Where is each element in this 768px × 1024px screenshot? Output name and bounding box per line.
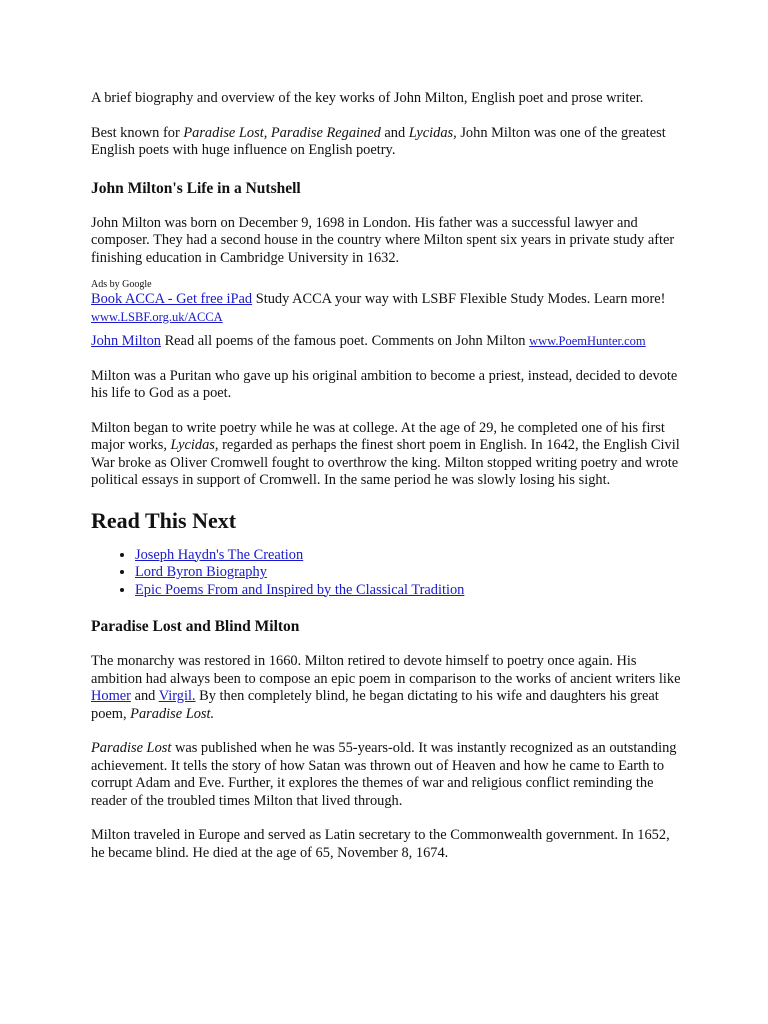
link-epic-poems[interactable]: Epic Poems From and Inspired by the Classical Tradition [135,581,465,598]
born-paragraph: John Milton was born on December 9, 1698 in London. His father was a successful lawyer and composer. They had a second house in the country where Milton spent six years in private study after finishing education in Cambridge University in 1632. [91,214,675,266]
poetry-paragraph: Milton began to write poetry while he was at college. At the age of 29, he completed one of his first major works, Lycidas, regarded as perhaps the finest short poem in English. In 1642, the English Civil War broke as Oliver Cromwell fought to overthrow the king. Milton stopped writing poetry and wrote political essays in support of Cromwell. In the same period he was slowly losing his sight. [91,419,680,488]
ad-john-milton-link[interactable]: John Milton [91,333,161,349]
heading-paradise-lost: Paradise Lost and Blind Milton [91,618,300,635]
list-item [135,564,681,582]
link-homer[interactable]: Homer [91,688,131,704]
ad-acca-link[interactable]: Book ACCA - Get free iPad [91,291,253,307]
intro-paragraph: A brief biography and overview of the key works of John Milton, English poet and prose writer. [91,90,644,106]
link-byron-biography[interactable]: Lord Byron Biography [135,564,267,580]
list-item [135,582,681,600]
published-paragraph: Paradise Lost was published when he was 55-years-old. It was instantly recognized as an outstanding achievement. It tells the story of how Satan was thrown out of Heaven and how he came to Earth to corrupt Adam and Eve. Further, it explores the themes of war and religious conflict reminding the reader of the troubled times Milton that lived through. [91,740,677,809]
traveled-paragraph: Milton traveled in Europe and served as Latin secretary to the Commonwealth government. In 1652, he became blind. He died at the age of 65, November 8, 1674. [91,827,670,861]
link-haydn-creation[interactable]: Joseph Haydn's The Creation [135,546,304,563]
best-known-paragraph: Best known for Paradise Lost, Paradise Regained and Lycidas, John Milton was one of the greatest English poets with huge influence on English poetry. [91,124,666,158]
ad-acca-url[interactable]: www.LSBF.org.uk/ACCA [91,309,223,324]
ad-acca: Book ACCA - Get free iPad Study ACCA your way with LSBF Flexible Study Modes. Learn more! www.LSBF.org.uk/ACCA [91,291,666,324]
ad-poemhunter: John Milton Read all poems of the famous poet. Comments on John Milton www.PoemHunter.com [91,333,646,349]
ads-label: Ads by Google [91,279,152,290]
ads-block [91,279,681,351]
ad-poemhunter-url[interactable]: www.PoemHunter.com [529,334,646,348]
list-item [135,547,681,565]
heading-read-next: Read This Next [91,507,237,533]
link-virgil[interactable]: Virgil. [158,688,196,704]
monarchy-paragraph: The monarchy was restored in 1660. Milton retired to devote himself to poetry once again. His ambition had always been to compose an epic poem in comparison to the works of ancient writers like Homer and Virgil. By then completely blind, he began dictating to his wife and daughters his great poem, Paradise Lost. [91,653,681,722]
puritan-paragraph: Milton was a Puritan who gave up his original ambition to become a priest, instead, decided to devote his life to God as a poet. [91,367,678,401]
article-body [91,90,681,862]
read-next-list [91,547,681,600]
heading-life: John Milton's Life in a Nutshell [91,179,301,197]
